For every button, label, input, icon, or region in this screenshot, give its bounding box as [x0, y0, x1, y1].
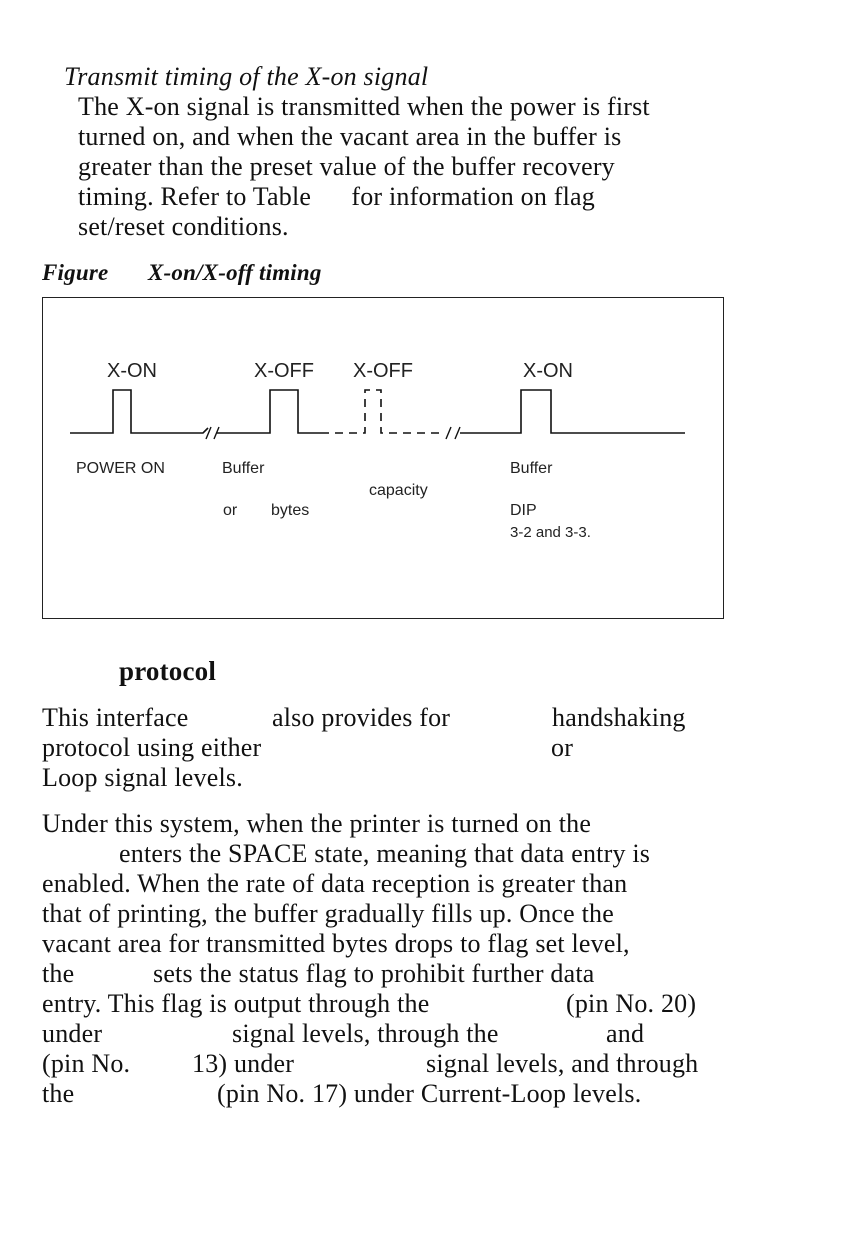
waveform-dashed-segment [321, 390, 439, 433]
para1-text: handshaking [552, 703, 686, 732]
para2-text: (pin No. 20) [566, 989, 697, 1018]
para2-text: that of printing, the buffer gradually fills up. Once the [42, 899, 614, 928]
intro-line: set/reset conditions. [78, 212, 289, 241]
para2-text: 13) under [192, 1049, 295, 1078]
para2-text: vacant area for transmitted bytes drops to flag set level, [42, 929, 630, 958]
para2-text: the [42, 1079, 75, 1108]
signal-label: X-OFF [254, 360, 314, 382]
para2-text: (pin No. 17) under Current-Loop levels. [217, 1079, 642, 1108]
para2-text: entry. This flag is output through the [42, 989, 430, 1018]
intro-line: timing. Refer to Table for information on flag [78, 182, 595, 211]
dip-switches-note: 3-2 and 3-3. [510, 524, 591, 541]
para1-text: protocol using either [42, 733, 262, 762]
figure-title: X-on/X-off timing [148, 260, 322, 285]
para1-text: or [551, 733, 574, 762]
or-note: or [223, 502, 238, 519]
para2-text: signal levels, through the [232, 1019, 499, 1048]
signal-label: X-OFF [353, 360, 413, 382]
waveform-break [446, 427, 460, 439]
power-on-note: POWER ON [76, 460, 165, 477]
para2-text: (pin No. [42, 1049, 131, 1078]
protocol-heading: protocol [119, 656, 217, 686]
figure-label: Figure [42, 260, 109, 285]
waveform-segment [70, 390, 208, 433]
intro-line: The X-on signal is transmitted when the power is first [78, 92, 650, 121]
buffer-note: Buffer [510, 460, 553, 477]
para2-text: under [42, 1019, 103, 1048]
para2-text: Under this system, when the printer is turned on the [42, 809, 592, 838]
buffer-note: Buffer [222, 460, 265, 477]
capacity-note: capacity [369, 482, 428, 499]
para1-text: This interface [42, 703, 189, 732]
para2-text: and [606, 1019, 645, 1048]
para2-text: the [42, 959, 75, 988]
dip-note: DIP [510, 502, 537, 519]
signal-label: X-ON [107, 360, 157, 382]
waveform-segment [217, 390, 321, 433]
bytes-note: bytes [271, 502, 310, 519]
para2-text: enabled. When the rate of data reception is greater than [42, 869, 628, 898]
intro-line: greater than the preset value of the buffer recovery [78, 152, 615, 181]
para1-text: also provides for [272, 703, 451, 732]
para2-text: signal levels, and through [426, 1049, 699, 1078]
timing-waveform [43, 298, 725, 620]
waveform-segment [460, 390, 685, 433]
para2-text: sets the status flag to prohibit further data [153, 959, 595, 988]
intro-line: turned on, and when the vacant area in the buffer is [78, 122, 622, 151]
signal-label: X-ON [523, 360, 573, 382]
para1-text: Loop signal levels. [42, 763, 243, 792]
timing-diagram [42, 297, 724, 619]
para2-text: enters the SPACE state, meaning that data entry is [119, 839, 651, 868]
section-heading: Transmit timing of the X-on signal [64, 62, 429, 91]
